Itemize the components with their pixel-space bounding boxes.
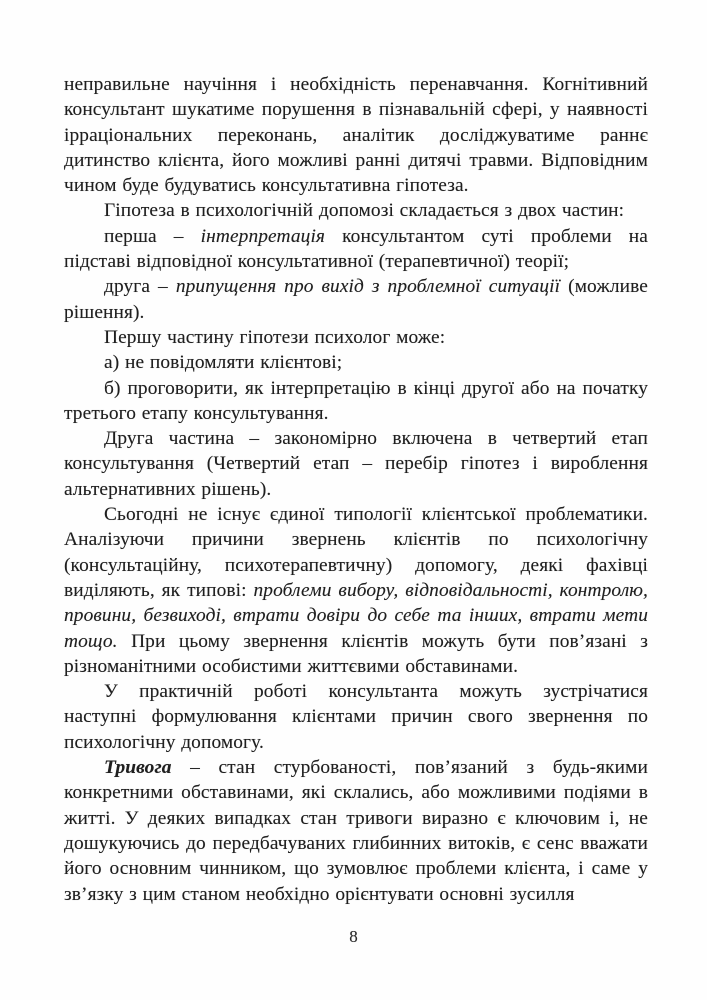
body-text <box>64 72 648 907</box>
paragraph <box>64 325 648 350</box>
text-run: Друга частина – закономірно включена в четвертий етап консультування (Четвертий етап – перебір гіпотез і вироблення альтернативних рішень). <box>64 428 648 500</box>
text-run: а) не повідомляти клієнтові; <box>104 352 343 374</box>
text-run: перша – <box>104 225 201 247</box>
paragraph <box>64 502 648 679</box>
page-number: 8 <box>349 927 358 946</box>
text-run: – стан стурбованості, пов’язаний з будь-якими конкретними обставинами, які склались, або можливими подіями в житті. У деяких випадках стан тривоги виразно є ключовим і, не дошукуючись до передбачуваних глибинних витоків, є сенс вважати його основним чинником, що зумовлює проблеми клієнта, і саме у зв’язку з цим станом необхідно орієнтувати основні зусилля <box>64 757 648 905</box>
text-run: Першу частину гіпотези психолог може: <box>104 326 446 348</box>
text-run: (можливе рішення). <box>64 276 648 323</box>
term-emphasis: Тривога <box>104 757 172 779</box>
italic-text: проблеми вибору, відповідальності, контролю, провини, безвиході, втрати довіри до себе та інших, втрати мети тощо. <box>64 579 648 652</box>
text-run: неправильне научіння і необхідність перенавчання. Когнітивний консультант шукатиме порушення в пізнавальній сфері, у наявності ірраціональних переконань, аналітик досліджуватиме раннє дитинство клієнта, його можливі ранні дитячі травми. Відповідним чином буде будуватись консультативна гіпотеза. <box>64 74 648 197</box>
text-run: друга – <box>104 276 176 298</box>
italic-text: припущення про вихід з проблемної ситуації <box>175 276 561 298</box>
italic-text: інтерпретація <box>200 225 326 247</box>
paragraph <box>64 679 648 755</box>
paragraph <box>64 224 648 275</box>
paragraph <box>64 274 648 325</box>
text-run: У практичній роботі консультанта можуть зустрічатися наступні формулювання клієнтами причин свого звернення по психологічну допомогу. <box>64 681 648 753</box>
paragraph <box>64 198 648 223</box>
paragraph <box>64 350 648 375</box>
text-run: консультантом суті проблеми на підставі відповідної консультативної (терапевтичної) теорії; <box>64 225 648 273</box>
text-run: Гіпотеза в психологічній допомозі складається з двох частин: <box>104 200 625 222</box>
paragraph <box>64 376 648 427</box>
paragraph <box>64 426 648 502</box>
text-run: Сьогодні не існує єдиної типології клієнтської проблематики. Аналізуючи причини звернень клієнтів по психологічну (консультаційну, психотерапевтичну) допомогу, деякі фахівці виділяють, як типові: <box>64 504 648 601</box>
text-run: б) проговорити, як інтерпретацію в кінці другої або на початку третього етапу консультування. <box>64 377 648 424</box>
text-run: При цьому звернення клієнтів можуть бути пов’язані з різноманітними особистими життєвими обставинами. <box>64 630 648 677</box>
paragraph <box>64 755 648 907</box>
paragraph <box>64 72 648 198</box>
